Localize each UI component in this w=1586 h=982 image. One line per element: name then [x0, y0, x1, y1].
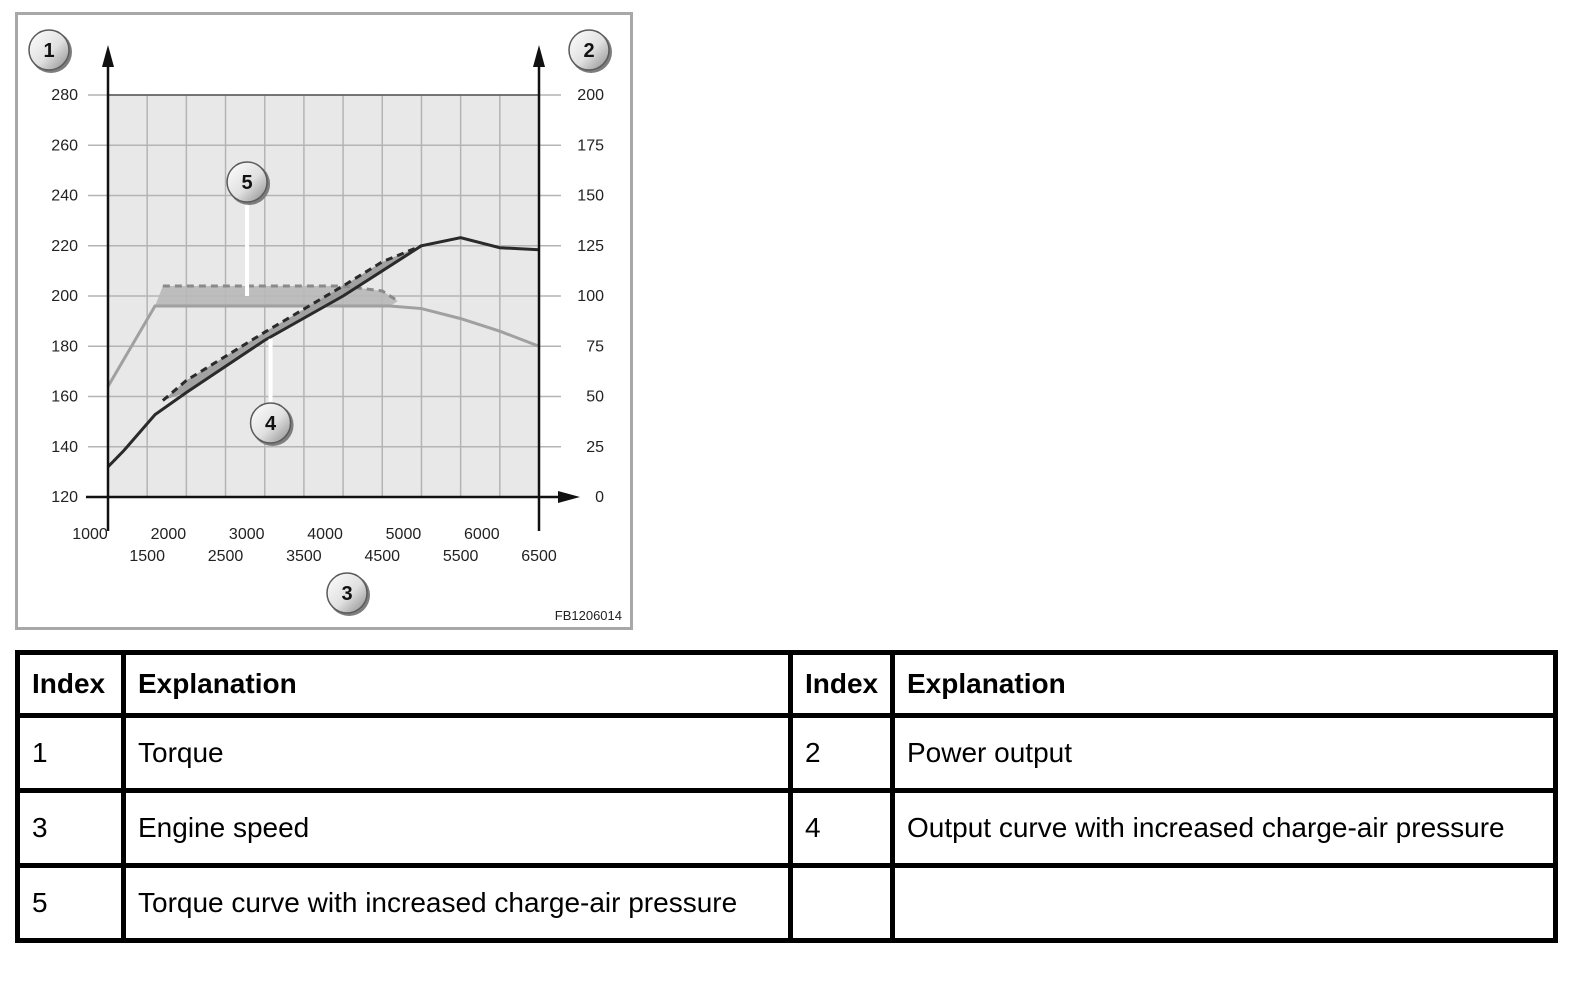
- chart-frame: [15, 12, 633, 630]
- index-cell: 1: [18, 716, 124, 791]
- y-right-tick-label: 150: [577, 187, 604, 205]
- x-tick-label-upper: 2000: [150, 526, 187, 543]
- explanation-cell: Power output: [893, 716, 1556, 791]
- y-left-axis-arrow: [102, 45, 114, 67]
- index-cell: 3: [18, 791, 124, 866]
- legend-table: [15, 650, 1558, 943]
- y-left-tick-label: 260: [51, 137, 78, 155]
- y-left-tick-label: 140: [51, 438, 78, 456]
- header-explanation-2: Explanation: [893, 653, 1556, 716]
- header-index-2: Index: [791, 653, 893, 716]
- index-cell: 4: [791, 791, 893, 866]
- x-tick-label-lower: 6500: [521, 548, 557, 565]
- callout-engine-speed-label: 3: [341, 583, 353, 605]
- table-row: [18, 791, 1556, 866]
- index-cell: 2: [791, 716, 893, 791]
- y-right-tick-label: 75: [586, 338, 604, 356]
- explanation-cell: Engine speed: [124, 791, 791, 866]
- x-tick-label-lower: 2500: [207, 548, 244, 565]
- x-tick-label-upper: 1000: [72, 526, 108, 543]
- y-right-tick-label: 175: [577, 137, 604, 155]
- legend-header-row: [18, 653, 1556, 716]
- y-left-tick-label: 200: [51, 288, 78, 305]
- y-right-tick-label: 200: [577, 87, 604, 104]
- y-right-tick-label: 100: [577, 288, 604, 305]
- callout-power-axis-label: 2: [583, 40, 595, 62]
- x-tick-label-upper: 4000: [307, 526, 343, 543]
- x-tick-label-lower: 3500: [286, 548, 322, 565]
- explanation-cell: [893, 866, 1556, 941]
- index-cell: 5: [18, 866, 124, 941]
- y-right-axis-arrow: [533, 45, 545, 67]
- explanation-cell: Torque: [124, 716, 791, 791]
- y-right-tick-label: 50: [586, 388, 604, 406]
- explanation-cell: Output curve with increased charge-air pressure: [893, 791, 1556, 866]
- header-index-1: Index: [18, 653, 124, 716]
- y-right-tick-label: 25: [586, 438, 604, 456]
- figure-code: FB1206014: [554, 608, 622, 623]
- y-left-tick-label: 120: [51, 489, 78, 506]
- y-left-tick-label: 240: [51, 187, 78, 205]
- callout-torque-axis-label: 1: [43, 40, 55, 62]
- x-tick-label-lower: 4500: [364, 548, 401, 565]
- torque-power-chart: [18, 15, 630, 627]
- y-left-tick-label: 180: [51, 338, 78, 356]
- x-tick-label-lower: 5500: [442, 548, 479, 565]
- x-tick-label-upper: 5000: [385, 526, 422, 543]
- table-row: [18, 866, 1556, 941]
- y-right-tick-label: 125: [577, 237, 604, 255]
- x-tick-label-upper: 3000: [228, 526, 265, 543]
- y-right-tick-label: 0: [595, 489, 604, 506]
- header-explanation-1: Explanation: [124, 653, 791, 716]
- explanation-cell: Torque curve with increased charge-air pressure: [124, 866, 791, 941]
- x-axis-arrow: [558, 491, 580, 503]
- y-left-tick-label: 280: [51, 87, 78, 104]
- x-tick-label-upper: 6000: [464, 526, 500, 543]
- y-left-tick-label: 220: [51, 237, 78, 255]
- x-tick-label-lower: 1500: [129, 548, 165, 565]
- callout-5-label: 5: [241, 172, 253, 194]
- y-left-tick-label: 160: [51, 388, 78, 406]
- table-row: [18, 716, 1556, 791]
- callout-4-label: 4: [265, 413, 277, 435]
- index-cell: [791, 866, 893, 941]
